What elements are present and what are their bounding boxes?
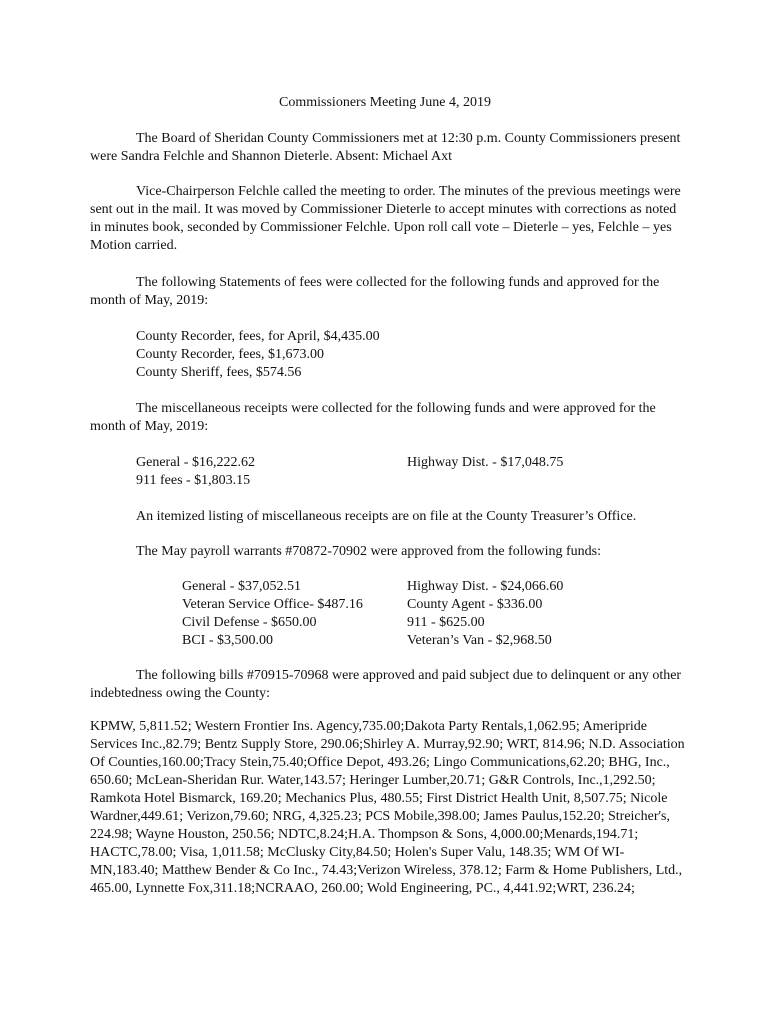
payroll-item: Highway Dist. - $24,066.60 <box>407 579 564 594</box>
receipt-item: Highway Dist. - $17,048.75 <box>407 455 564 470</box>
payroll-item: 911 - $625.00 <box>407 615 485 630</box>
payroll-item: Veteran’s Van - $2,968.50 <box>407 633 552 648</box>
fees-list <box>136 328 380 382</box>
receipts-right-column <box>407 454 563 472</box>
payroll-item: Civil Defense - $650.00 <box>182 615 317 630</box>
attendance-paragraph: The Board of Sheridan County Commissioners met at 12:30 p.m. County Commissioners present were Sandra Felchle and Shannon Dieterle. Absent: Michael Axt <box>90 131 681 164</box>
fee-item: County Sheriff, fees, $574.56 <box>136 365 302 380</box>
fee-item: County Recorder, fees, for April, $4,435.00 <box>136 329 380 344</box>
bills-list-paragraph: KPMW, 5,811.52; Western Frontier Ins. Agency,735.00;Dakota Party Rentals,1,062.95; Ameripride Services Inc.,82.79; Bentz Supply Store, 290.06;Shirley A. Murray,92.90; WRT, 814.96; N.D. Association Of Counties,160.00;Tracy Stein,75.40;Office Depot, 493.26; Lingo Communications,62.20; BHG, Inc., 650.60; McLean-Sheridan Rur. Water,143.57; Heringer Lumber,20.71; G&R Controls, Inc.,1,292.50; Ramkota Hotel Bismarck, 169.20; Mechanics Plus, 480.55; First District Health Unit, 8,507.75; Nicole Wardner,449.61; Verizon,79.60; NRG, 4,325.23; PCS Mobile,398.00; James Paulus,152.20; Streicher's, 224.98; Wayne Houston, 250.56; NDTC,8.24;H.A. Thompson & Sons, 4,000.00;Menards,194.71; HACTC,78.00; Visa, 1,011.58; McClusky City,84.50; Holen's Super Valu, 148.35; WM Of WI-MN,183.40; Matthew Bender & Co Inc., 74.43;Verizon Wireless, 378.12; Farm & Home Publishers, Ltd., 465.00, Lynnette Fox,311.18;NCRAAO, 260.00; Wold Engineering, PC., 4,441.92;WRT, 236.24; <box>90 719 685 896</box>
payroll-item: General - $37,052.51 <box>182 579 301 594</box>
bills-intro-paragraph: The following bills #70915-70968 were approved and paid subject due to delinquent or any other indebtedness owing the County: <box>90 668 682 701</box>
payroll-item: Veteran Service Office- $487.16 <box>182 597 363 612</box>
payroll-intro-paragraph: The May payroll warrants #70872-70902 were approved from the following funds: <box>136 544 601 559</box>
payroll-item: County Agent - $336.00 <box>407 597 543 612</box>
payroll-item: BCI - $3,500.00 <box>182 633 273 648</box>
itemized-listing-note: An itemized listing of miscellaneous receipts are on file at the County Treasurer’s Office. <box>136 509 637 524</box>
call-to-order-paragraph: Vice-Chairperson Felchle called the meeting to order. The minutes of the previous meetings were sent out in the mail. It was moved by Commissioner Dieterle to accept minutes with corrections as noted in minutes book, seconded by Commissioner Felchle. Upon roll call vote – Dieterle – yes, Felchle – yes Motion carried. <box>90 184 681 253</box>
fee-item: County Recorder, fees, $1,673.00 <box>136 347 325 362</box>
payroll-left-column <box>182 578 363 650</box>
receipt-item: General - $16,222.62 <box>136 455 255 470</box>
receipts-intro-paragraph: The miscellaneous receipts were collected for the following funds and were approved for the month of May, 2019: <box>90 401 656 434</box>
receipts-left-column <box>136 454 255 490</box>
receipt-item: 911 fees - $1,803.15 <box>136 473 251 488</box>
payroll-right-column <box>407 578 563 650</box>
document-title: Commissioners Meeting June 4, 2019 <box>279 95 491 110</box>
fees-intro-paragraph: The following Statements of fees were collected for the following funds and approved for the month of May, 2019: <box>90 275 660 308</box>
